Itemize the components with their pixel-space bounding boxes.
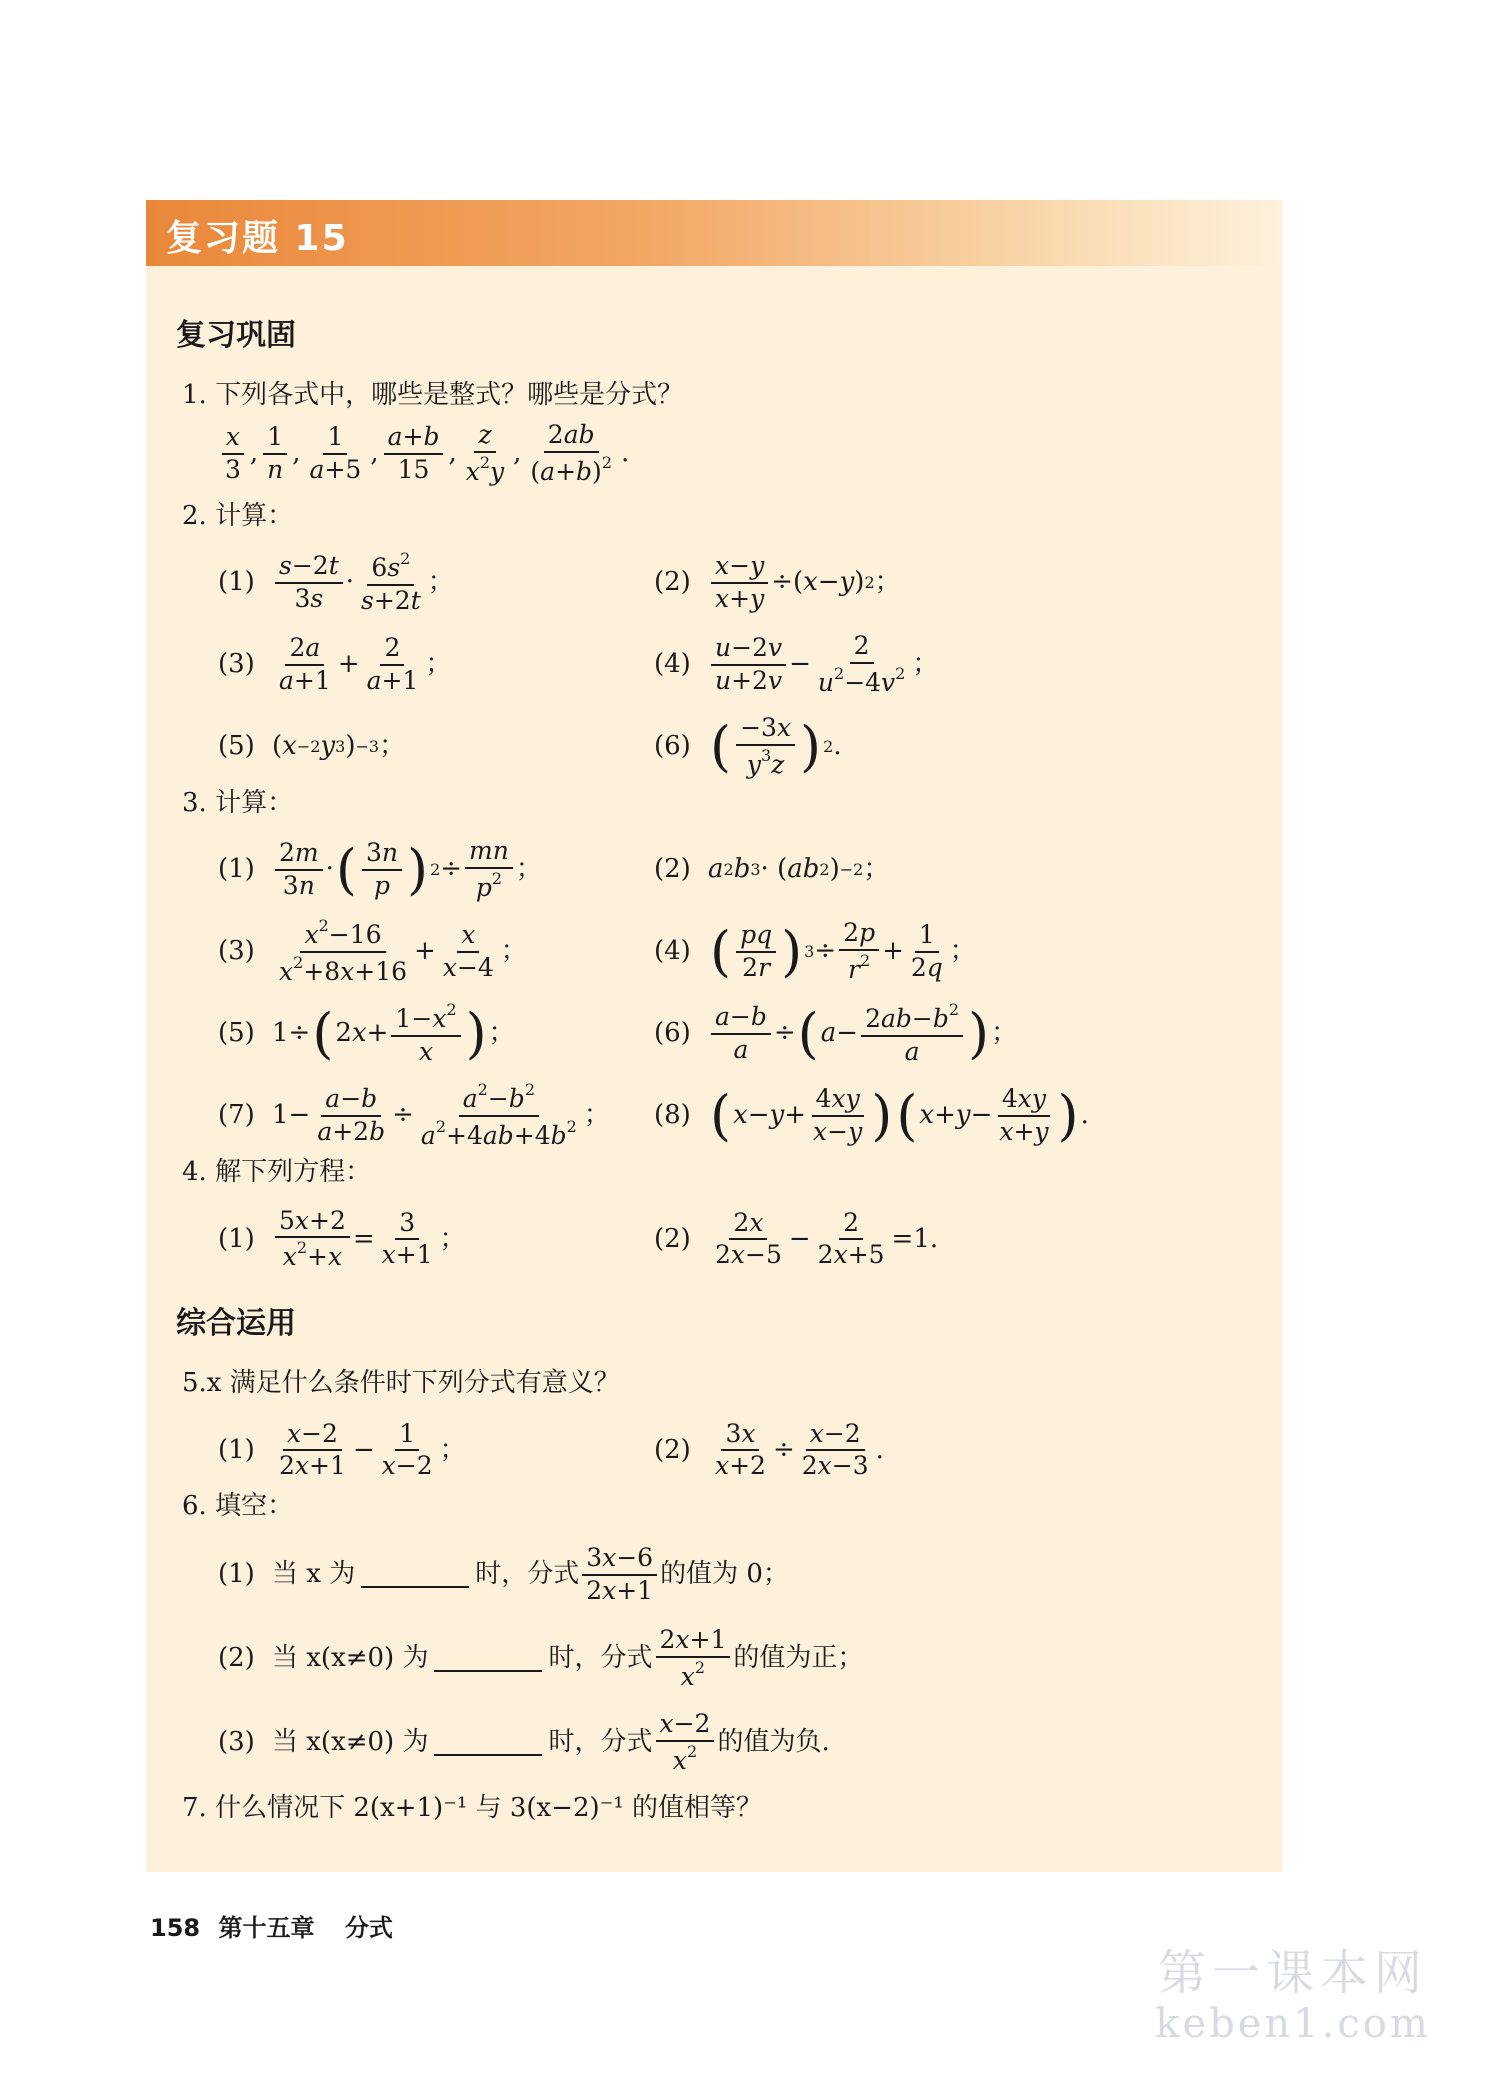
problem-2-stem: 2. 计算：: [182, 500, 294, 531]
problem-2-row: [182, 706, 1262, 788]
problem-7-stem: 7. 什么情况下 2(x+1)⁻¹ 与 3(x−2)⁻¹ 的值相等？: [182, 1792, 763, 1823]
math-expr: 1 a+5: [309, 422, 362, 484]
math-expr: x 3: [221, 423, 245, 485]
header-bar: [146, 200, 1282, 266]
sub-item: (2) 2x 2x−5 − $\frac{2}{2x+5}$ =1.: [654, 1207, 939, 1270]
problem-3-row: [182, 829, 1262, 911]
math-expr: z $x^2y$: [465, 420, 505, 486]
math-expr: ( x − y + $\frac{4xy}{x-y}$ ) ( x + y − $\frac{4xy}{x+y}$ ) .: [710, 1084, 1089, 1148]
sub-item: (1) 2m 3n · ( 3n p ) 2 ÷ $\frac{mn}{p^2}$ ；: [218, 836, 542, 903]
sub-item: (2) $\frac{x-y}{x+y}$ ÷( x − y ) 2 ；: [654, 551, 901, 613]
math-expr: 3x−6 2x+1: [582, 1544, 657, 1606]
problem-5-stem: 5.x 满足什么条件时下列分式有意义？: [182, 1368, 620, 1399]
math-expr: $\frac{3x}{x+2}$ ÷ $\frac{x-2}{2x-3}$ .: [715, 1418, 884, 1481]
math-expr: 2x+1 $x^2$: [656, 1626, 731, 1692]
section-heading-review: 复习巩固: [176, 318, 296, 353]
math-expr: x−2 $x^2$: [656, 1710, 715, 1776]
problem-2-row: [182, 542, 1262, 624]
math-expr: u−2v u+2v − $\frac{2}{u^2-4v^2}$ ；: [708, 632, 938, 698]
sub-item: (4) ( pq 2r ) 3 ÷ $\frac{2p}{r^2}$ + $\frac{1}{2q}$ ；: [654, 918, 976, 985]
math-expr: ( −3x $y^3z$ ) 2 .: [710, 713, 842, 779]
problem-3-row: [182, 993, 1262, 1075]
sub-item: (1) s−2t 3s · $6s^2$ s+2t ；: [218, 549, 454, 615]
problem-3-stem: 3. 计算：: [182, 787, 294, 818]
sub-item: (7) 1− $\frac{a-b}{a+2b}$ ÷ $\frac{a^2-b^2}{a^2+4ab+4b^2}$ ；: [218, 1080, 610, 1151]
watermark-line-2: keben1.com: [1155, 2001, 1431, 2048]
page-footer: [150, 1908, 393, 1943]
sub-item: (1) $\frac{5x+2}{x^2+x}$ = $\frac{3}{x+1}$ ；: [218, 1205, 466, 1272]
math-expr: x−2 2x+1 − $\frac{1}{x-2}$ ；: [279, 1418, 466, 1481]
sub-item: (4) u−2v u+2v − $\frac{2}{u^2-4v^2}$ ；: [654, 631, 939, 697]
sub-item: (3) 2a a+1 + $\frac{2}{a+1}$ ；: [218, 633, 452, 695]
math-expr: 1 n: [263, 423, 287, 485]
page-title: 复习题 15: [166, 218, 349, 259]
answer-blank[interactable]: [434, 1646, 542, 1672]
sub-item: (1) x−2 2x+1 − $\frac{1}{x-2}$ ；: [218, 1418, 466, 1481]
problem-3-row: [182, 1075, 1262, 1157]
problem-5-row: [182, 1409, 1262, 1491]
math-expr: $\frac{a-b}{a}$ ÷ ( a − $\frac{2ab-b^2}{a}$ ) ；: [708, 1001, 1017, 1067]
fill-blank-item: (3) 当 x(x≠0) 为 时，分式 x−2 $x^2$ 的值为负.: [218, 1708, 830, 1775]
math-expr: 1− $\frac{a-b}{a+2b}$ ÷ $\frac{a^2-b^2}{a^2+4ab+4b^2}$ ；: [272, 1080, 610, 1151]
sub-item: (8) ( x − y + $\frac{4xy}{x-y}$ ) ( x + y − $\frac{4xy}{x+y}$ ) .: [654, 1084, 1089, 1148]
math-expr: ( pq 2r ) 3 ÷ $\frac{2p}{r^2}$ + $\frac{1}{2q}$ ；: [710, 918, 976, 985]
math-expr: ( x −2 y 3 ) −3 ；: [272, 731, 406, 762]
sub-item: (2) a 2 b 3 · ( ab 2 ) −2 ；: [654, 854, 890, 885]
answer-blank[interactable]: [361, 1562, 469, 1588]
problem-3-row: [182, 911, 1262, 993]
sub-item: (5) 1÷ ( 2 x + $\frac{1-x^2}{x}$ ) ；: [218, 1000, 515, 1067]
math-expr: $\frac{x-y}{x+y}$ ÷( x − y ) 2 ；: [708, 552, 901, 614]
watermark-line-1: 第一课本网: [1157, 1945, 1428, 2001]
section-heading-application: 综合运用: [176, 1306, 296, 1342]
math-expr: a+b 15: [384, 423, 444, 485]
math-expr: 2m 3n · ( 3n p ) 2 ÷ $\frac{mn}{p^2}$ ；: [272, 837, 542, 903]
math-expr: a 2 b 3 · ( ab 2 ) −2 ；: [708, 854, 890, 885]
content: [176, 318, 1262, 1834]
problem-2-row: [182, 624, 1262, 706]
math-expr: 2x 2x−5 − $\frac{2}{2x+5}$ =1.: [715, 1207, 939, 1270]
problem-1-expressions: x 3 , 1 n , 1 a+5 , a+b 15 , z $x^2y$ , 2ab $(a+b)^2$ .: [182, 421, 1262, 487]
problem-1-stem: 1. 下列各式中，哪些是整式？哪些是分式？: [182, 380, 684, 410]
answer-blank[interactable]: [434, 1730, 542, 1756]
sub-item: (5) ( x −2 y 3 ) −3 ；: [218, 731, 406, 762]
sub-item: (6) ( −3x $y^3z$ ) 2 .: [654, 713, 842, 779]
watermark: [1128, 1946, 1458, 2047]
sub-item: (2) $\frac{3x}{x+2}$ ÷ $\frac{x-2}{2x-3}$ .: [654, 1418, 884, 1481]
sub-item: (3) $x^2-16$ $x^2+8x+16$ + $\frac{x}{x-4}$ ；: [218, 916, 527, 987]
math-expr: 2ab $(a+b)^2$: [530, 420, 612, 486]
chapter-title: 分式: [344, 1914, 393, 1942]
chapter-label: 第十五章: [218, 1914, 315, 1942]
math-expr: 1÷ ( 2 x + $\frac{1-x^2}{x}$ ) ；: [272, 1000, 515, 1067]
fill-blank-item: (2) 当 x(x≠0) 为 时，分式 2x+1 $x^2$ 的值为正；: [218, 1624, 864, 1691]
math-expr: $x^2-16$ $x^2+8x+16$ + $\frac{x}{x-4}$ ；: [279, 916, 527, 987]
review-panel: [146, 200, 1282, 1872]
fill-blank-item: (1) 当 x 为 时，分式 3x−6 2x+1 的值为 0；: [218, 1542, 789, 1605]
problem-4-row: [182, 1198, 1262, 1280]
math-expr: 2a a+1 + $\frac{2}{a+1}$ ；: [279, 633, 452, 695]
math-expr: s−2t 3s · $6s^2$ s+2t ；: [272, 550, 454, 616]
problem-6-stem: 6. 填空：: [182, 1491, 294, 1522]
page-number: 158: [150, 1914, 201, 1942]
sub-item: (6) $\frac{a-b}{a}$ ÷ ( a − $\frac{2ab-b^2}{a}$ ) ；: [654, 1000, 1018, 1067]
math-expr: $\frac{5x+2}{x^2+x}$ = $\frac{3}{x+1}$ ；: [272, 1207, 466, 1273]
problem-4-stem: 4. 解下列方程：: [182, 1157, 372, 1188]
